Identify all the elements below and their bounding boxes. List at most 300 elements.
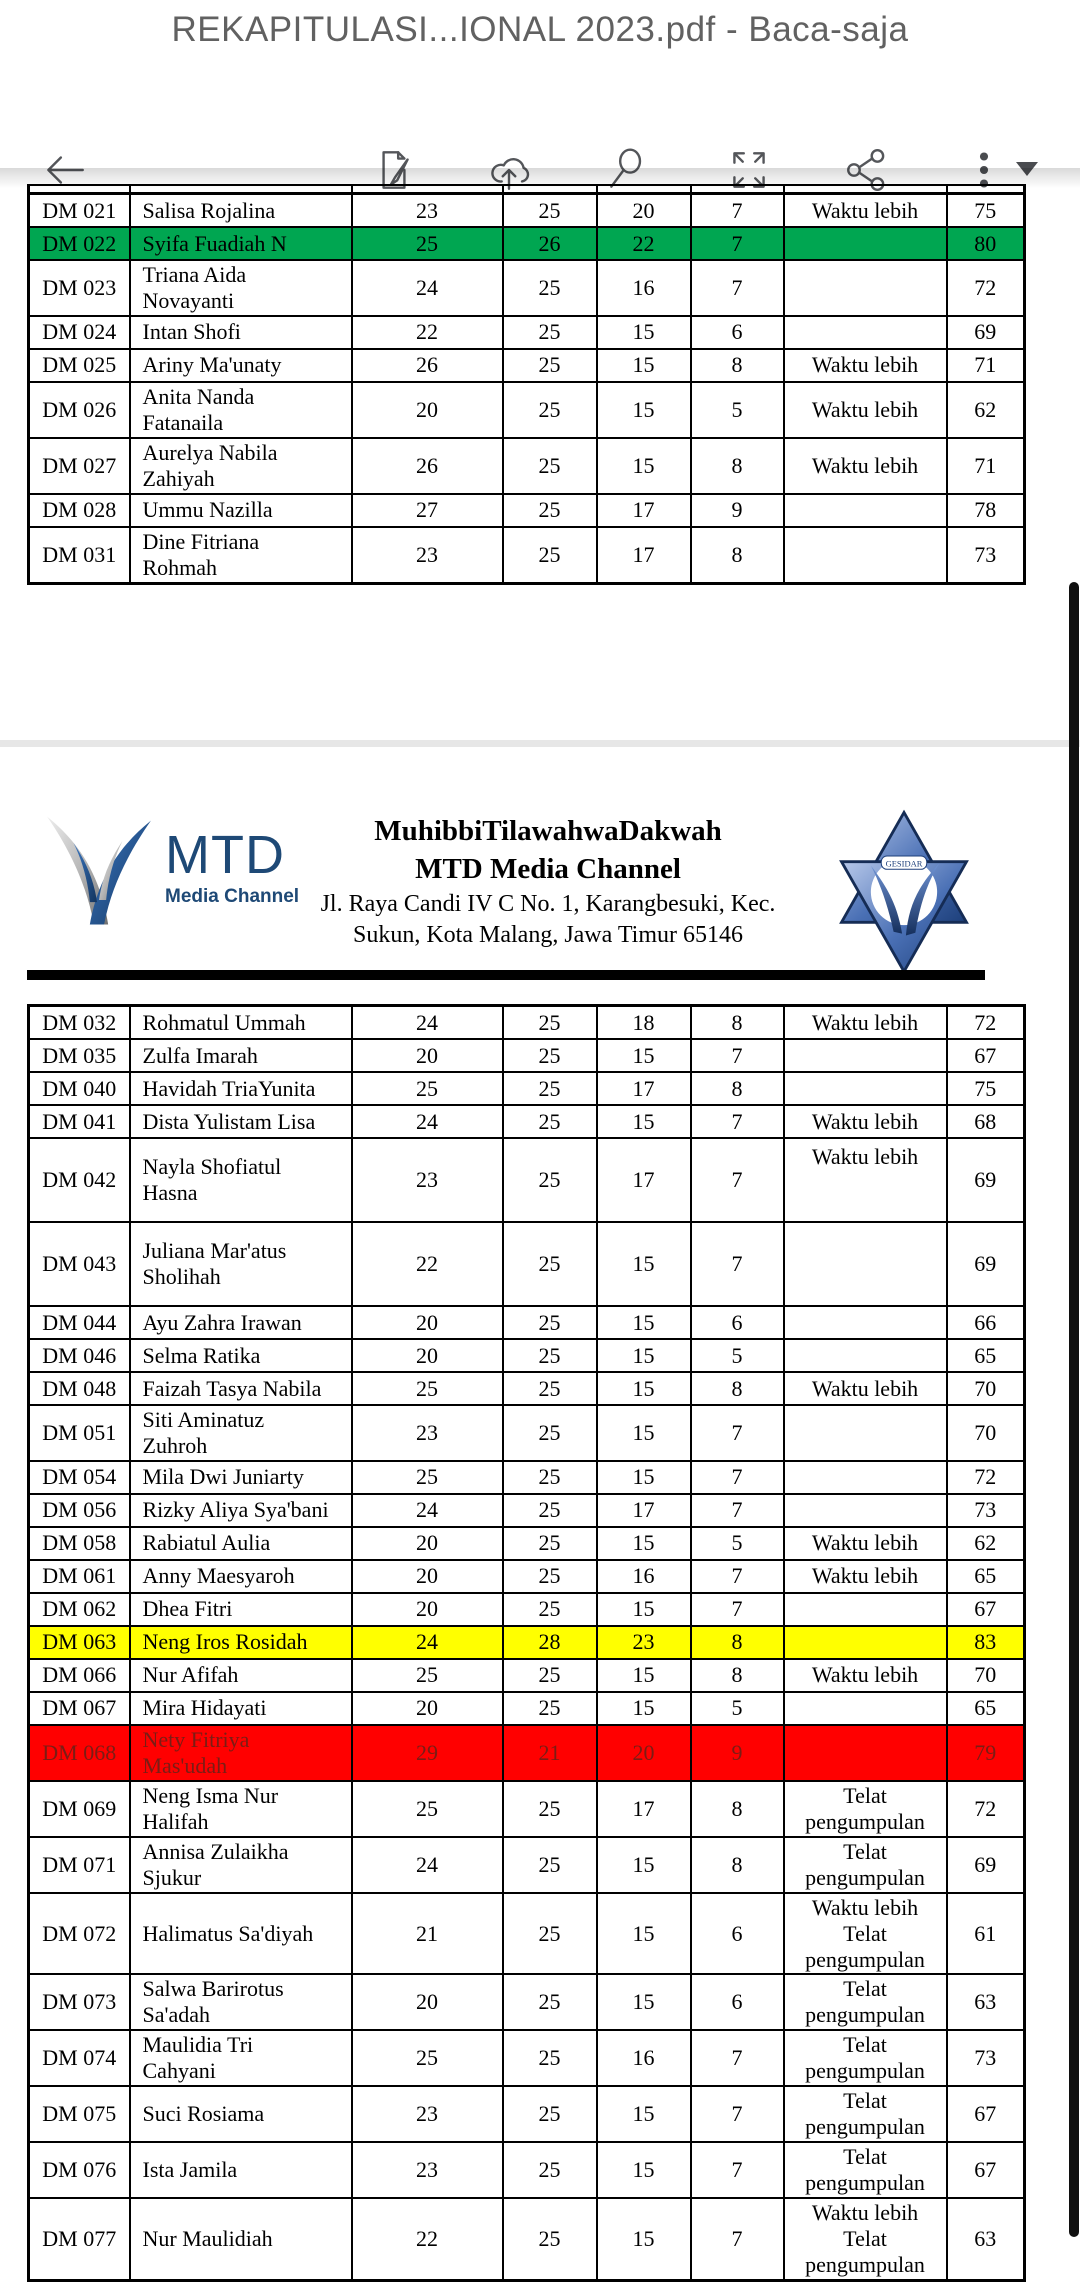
row-total: 69 [947,1138,1025,1222]
table-row [29,1372,1025,1405]
row-name: Rabiatul Aulia [130,1527,352,1560]
row-note: Waktu lebih [784,194,947,228]
row-score: 25 [503,1339,597,1372]
row-score: 8 [691,1781,784,1837]
row-score: 23 [352,1138,503,1222]
row-name: Dine Fitriana Rohmah [130,527,352,583]
row-total: 78 [947,494,1025,527]
row-score: 25 [503,382,597,438]
table-row [29,1306,1025,1339]
row-score: 9 [691,494,784,527]
row-note [784,1306,947,1339]
row-code: DM 077 [29,2198,130,2280]
row-code: DM 071 [29,1837,130,1893]
row-score: 8 [691,1072,784,1105]
row-note: Waktu lebih [784,1372,947,1405]
gesidar-logo [833,803,975,981]
row-score: 6 [691,1306,784,1339]
row-score: 25 [503,1461,597,1494]
table-row [29,438,1025,494]
row-code: DM 031 [29,527,130,583]
row-name: Neng Iros Rosidah [130,1626,352,1659]
mtd-logo-title: MTD [165,825,285,885]
row-code: DM 032 [29,1006,130,1040]
row-score: 6 [691,1974,784,2030]
row-total: 73 [947,2030,1025,2086]
row-score: 21 [503,1725,597,1781]
row-total: 79 [947,1725,1025,1781]
row-score: 7 [691,2142,784,2198]
document-title: REKAPITULASI...IONAL 2023.pdf - Baca-saja [171,10,909,49]
row-score: 24 [352,1837,503,1893]
row-score: 20 [352,1306,503,1339]
mtd-logo [43,810,155,928]
row-note: Waktu lebih [784,1527,947,1560]
table-row [29,1837,1025,1893]
row-score: 25 [352,1461,503,1494]
row-score: 7 [691,1039,784,1072]
row-score: 25 [503,316,597,349]
table-row [29,2086,1025,2142]
table-row [29,494,1025,527]
row-total: 83 [947,1626,1025,1659]
row-score: 23 [352,1405,503,1461]
row-code: DM 027 [29,438,130,494]
row-score: 5 [691,1527,784,1560]
row-total: 67 [947,1039,1025,1072]
table-row [29,1494,1025,1527]
row-score: 25 [503,1659,597,1692]
row-total: 72 [947,1781,1025,1837]
row-total: 67 [947,2142,1025,2198]
row-name: Rohmatul Ummah [130,1006,352,1040]
row-score: 20 [352,1339,503,1372]
row-code: DM 042 [29,1138,130,1222]
row-score: 25 [352,2030,503,2086]
row-code: DM 076 [29,2142,130,2198]
row-score: 25 [503,1405,597,1461]
row-total: 70 [947,1405,1025,1461]
row-score: 15 [597,1405,691,1461]
row-score: 25 [503,1837,597,1893]
table-row [29,1461,1025,1494]
row-name: Nayla Shofiatul Hasna [130,1138,352,1222]
row-note: Telat pengumpulan [784,1837,947,1893]
row-name: Anita Nanda Fatanaila [130,382,352,438]
row-score: 25 [503,1781,597,1837]
row-score: 7 [691,2086,784,2142]
row-score: 5 [691,1692,784,1725]
row-total: 75 [947,1072,1025,1105]
table-row [29,194,1025,228]
row-code: DM 058 [29,1527,130,1560]
row-name: Halimatus Sa'diyah [130,1893,352,1975]
scores-table-page1 [27,184,1026,585]
row-code: DM 066 [29,1659,130,1692]
row-score: 25 [503,1974,597,2030]
table-row [29,1138,1025,1222]
table-row [29,1006,1025,1040]
row-total: 73 [947,1494,1025,1527]
row-score: 15 [597,438,691,494]
row-note [784,1405,947,1461]
row-score: 25 [352,1372,503,1405]
row-score: 25 [503,1138,597,1222]
table-row [29,1974,1025,2030]
table-row [29,316,1025,349]
row-code: DM 021 [29,194,130,228]
row-score: 7 [691,2198,784,2280]
row-total: 65 [947,1692,1025,1725]
table-row [29,1560,1025,1593]
gesidar-logo-text: GESIDAR [885,858,923,869]
mtd-logo-subtitle: Media Channel [165,886,300,907]
row-score: 26 [503,227,597,260]
row-name: Neng Isma Nur Halifah [130,1781,352,1837]
row-score: 24 [352,1006,503,1040]
row-total: 69 [947,316,1025,349]
row-score: 25 [503,1560,597,1593]
row-code: DM 041 [29,1105,130,1138]
row-score: 17 [597,1781,691,1837]
row-score: 8 [691,438,784,494]
row-score: 20 [597,194,691,228]
row-note [784,527,947,583]
row-code: DM 051 [29,1405,130,1461]
table-row [29,260,1025,316]
row-score: 15 [597,1372,691,1405]
row-code: DM 022 [29,227,130,260]
row-name: Nur Afifah [130,1659,352,1692]
row-score: 9 [691,1725,784,1781]
row-score: 15 [597,2086,691,2142]
row-score: 15 [597,1339,691,1372]
row-score: 22 [352,2198,503,2280]
row-score: 7 [691,1138,784,1222]
row-score: 7 [691,1494,784,1527]
row-name: Salwa Barirotus Sa'adah [130,1974,352,2030]
row-score: 16 [597,2030,691,2086]
row-score: 8 [691,527,784,583]
row-score: 15 [597,1527,691,1560]
row-score: 28 [503,1626,597,1659]
row-score: 15 [597,349,691,382]
row-note [784,316,947,349]
row-score: 17 [597,1072,691,1105]
row-score: 7 [691,1560,784,1593]
row-name: Dista Yulistam Lisa [130,1105,352,1138]
row-score: 23 [352,194,503,228]
table-row [29,1105,1025,1138]
row-score: 25 [503,2030,597,2086]
row-name: Ista Jamila [130,2142,352,2198]
table-row [29,2030,1025,2086]
row-code: DM 035 [29,1039,130,1072]
table-row [29,1626,1025,1659]
row-score: 5 [691,1339,784,1372]
row-score: 25 [503,1105,597,1138]
row-score: 17 [597,1138,691,1222]
row-total: 62 [947,1527,1025,1560]
row-code: DM 068 [29,1725,130,1781]
row-name: Salisa Rojalina [130,194,352,228]
row-code: DM 056 [29,1494,130,1527]
row-note: Waktu lebih [784,349,947,382]
row-score: 25 [503,260,597,316]
row-note [784,1626,947,1659]
row-score: 24 [352,1626,503,1659]
row-total: 70 [947,1659,1025,1692]
row-score: 20 [352,382,503,438]
row-code: DM 063 [29,1626,130,1659]
row-note [784,1461,947,1494]
row-total: 62 [947,382,1025,438]
row-score: 25 [503,1692,597,1725]
row-note: Waktu lebih [784,1560,947,1593]
table-row [29,1072,1025,1105]
row-name: Triana Aida Novayanti [130,260,352,316]
row-code: DM 069 [29,1781,130,1837]
row-score: 6 [691,316,784,349]
row-score: 20 [352,1039,503,1072]
table-row [29,1039,1025,1072]
row-score: 7 [691,194,784,228]
row-score: 25 [503,1593,597,1626]
row-name: Faizah Tasya Nabila [130,1372,352,1405]
row-code: DM 054 [29,1461,130,1494]
toolbar [0,60,1080,168]
row-code: DM 040 [29,1072,130,1105]
table-row [29,2198,1025,2280]
row-score: 15 [597,1692,691,1725]
table-row [29,527,1025,583]
row-total: 69 [947,1222,1025,1306]
row-score: 7 [691,227,784,260]
table-row [29,382,1025,438]
row-score: 23 [352,2086,503,2142]
titlebar [0,0,1080,60]
row-note: Waktu lebih [784,382,947,438]
table-row [29,1405,1025,1461]
row-note: Telat pengumpulan [784,2142,947,2198]
row-total: 75 [947,194,1025,228]
row-score: 25 [503,527,597,583]
row-name: Anny Maesyaroh [130,1560,352,1593]
row-code: DM 073 [29,1974,130,2030]
row-note [784,1072,947,1105]
row-code: DM 075 [29,2086,130,2142]
row-name: Ummu Nazilla [130,494,352,527]
row-score: 25 [503,1527,597,1560]
row-score: 20 [352,1974,503,2030]
row-note: Waktu lebih Telat pengumpulan [784,1893,947,1975]
row-name: Aurelya Nabila Zahiyah [130,438,352,494]
row-score: 8 [691,1006,784,1040]
row-code: DM 061 [29,1560,130,1593]
row-score: 8 [691,1659,784,1692]
row-score: 25 [503,1494,597,1527]
row-name: Intan Shofi [130,316,352,349]
row-total: 61 [947,1893,1025,1975]
row-total: 65 [947,1339,1025,1372]
row-total: 71 [947,438,1025,494]
row-name: Nur Maulidiah [130,2198,352,2280]
row-score: 25 [352,1072,503,1105]
row-score: 25 [352,1659,503,1692]
table-row [29,1725,1025,1781]
table-row [29,2142,1025,2198]
row-total: 72 [947,1461,1025,1494]
row-name: Selma Ratika [130,1339,352,1372]
row-score: 25 [503,2086,597,2142]
row-score: 15 [597,316,691,349]
row-note [784,1725,947,1781]
org-address-line2: Sukun, Kota Malang, Jawa Timur 65146 [353,922,743,949]
row-note [784,1222,947,1306]
row-name: Annisa Zulaikha Sjukur [130,1837,352,1893]
row-note [784,1692,947,1725]
row-note: Telat pengumpulan [784,1974,947,2030]
row-name: Maulidia Tri Cahyani [130,2030,352,2086]
row-score: 24 [352,260,503,316]
row-code: DM 023 [29,260,130,316]
row-score: 23 [352,2142,503,2198]
row-score: 15 [597,1974,691,2030]
row-code: DM 062 [29,1593,130,1626]
row-name: Suci Rosiama [130,2086,352,2142]
row-name: Rizky Aliya Sya'bani [130,1494,352,1527]
row-name: Zulfa Imarah [130,1039,352,1072]
row-score: 29 [352,1725,503,1781]
row-score: 25 [352,1781,503,1837]
row-score: 15 [597,1039,691,1072]
row-note: Telat pengumpulan [784,1781,947,1837]
row-code: DM 072 [29,1893,130,1975]
row-name: Ariny Ma'unaty [130,349,352,382]
row-name: Mira Hidayati [130,1692,352,1725]
table-row [29,349,1025,382]
row-name: Syifa Fuadiah N [130,227,352,260]
row-score: 25 [503,1222,597,1306]
table-row [29,1893,1025,1975]
table-row [29,227,1025,260]
row-score: 7 [691,1105,784,1138]
row-total: 69 [947,1837,1025,1893]
row-name: Mila Dwi Juniarty [130,1461,352,1494]
row-score: 25 [503,349,597,382]
row-score: 24 [352,1105,503,1138]
row-total: 71 [947,349,1025,382]
row-score: 17 [597,494,691,527]
row-score: 25 [503,1893,597,1975]
row-score: 15 [597,1593,691,1626]
row-score: 8 [691,349,784,382]
row-total: 63 [947,1974,1025,2030]
row-score: 7 [691,1405,784,1461]
row-score: 15 [597,1105,691,1138]
row-score: 20 [597,1725,691,1781]
row-score: 15 [597,1659,691,1692]
row-score: 22 [352,316,503,349]
vertical-scrollbar-thumb[interactable] [1069,582,1079,2237]
row-score: 26 [352,438,503,494]
row-total: 68 [947,1105,1025,1138]
row-total: 72 [947,260,1025,316]
row-total: 67 [947,1593,1025,1626]
row-code: DM 044 [29,1306,130,1339]
row-score: 8 [691,1837,784,1893]
org-name: MuhibbiTilawahwaDakwah [374,815,722,847]
row-name: Nety Fitriya Mas'udah [130,1725,352,1781]
row-total: 66 [947,1306,1025,1339]
row-score: 15 [597,2198,691,2280]
row-score: 25 [503,1006,597,1040]
org-subname: MTD Media Channel [415,853,681,886]
scores-table-page2 [27,1004,1026,2282]
row-score: 20 [352,1560,503,1593]
table-row [29,1781,1025,1837]
row-code: DM 024 [29,316,130,349]
row-score: 20 [352,1593,503,1626]
table-row [29,1339,1025,1372]
row-score: 7 [691,1461,784,1494]
row-note [784,1339,947,1372]
row-score: 5 [691,382,784,438]
row-note: Waktu lebih [784,1105,947,1138]
row-score: 23 [597,1626,691,1659]
row-total: 72 [947,1006,1025,1040]
row-note [784,494,947,527]
row-score: 18 [597,1006,691,1040]
row-note: Waktu lebih [784,1006,947,1040]
row-code: DM 026 [29,382,130,438]
row-score: 25 [503,1306,597,1339]
row-name: Ayu Zahra Irawan [130,1306,352,1339]
row-name: Dhea Fitri [130,1593,352,1626]
table-row [29,1527,1025,1560]
table-row [29,1222,1025,1306]
row-note: Waktu lebih [784,438,947,494]
row-note [784,260,947,316]
row-score: 25 [503,194,597,228]
row-code: DM 046 [29,1339,130,1372]
row-note: Waktu lebih Telat pengumpulan [784,2198,947,2280]
row-total: 73 [947,527,1025,583]
row-name: Juliana Mar'atus Sholihah [130,1222,352,1306]
row-score: 25 [352,227,503,260]
row-score: 15 [597,1837,691,1893]
row-total: 63 [947,2198,1025,2280]
table-row [29,1659,1025,1692]
row-score: 8 [691,1626,784,1659]
row-score: 15 [597,1893,691,1975]
row-note: Waktu lebih [784,1138,947,1222]
row-score: 22 [352,1222,503,1306]
row-score: 20 [352,1692,503,1725]
row-name: Havidah TriaYunita [130,1072,352,1105]
row-total: 70 [947,1372,1025,1405]
letterhead [0,770,1080,990]
row-score: 15 [597,1306,691,1339]
row-score: 26 [352,349,503,382]
row-total: 80 [947,227,1025,260]
row-score: 17 [597,1494,691,1527]
row-score: 25 [503,2198,597,2280]
row-name: Siti Aminatuz Zuhroh [130,1405,352,1461]
row-note [784,1494,947,1527]
row-score: 25 [503,1072,597,1105]
table-row [29,1593,1025,1626]
